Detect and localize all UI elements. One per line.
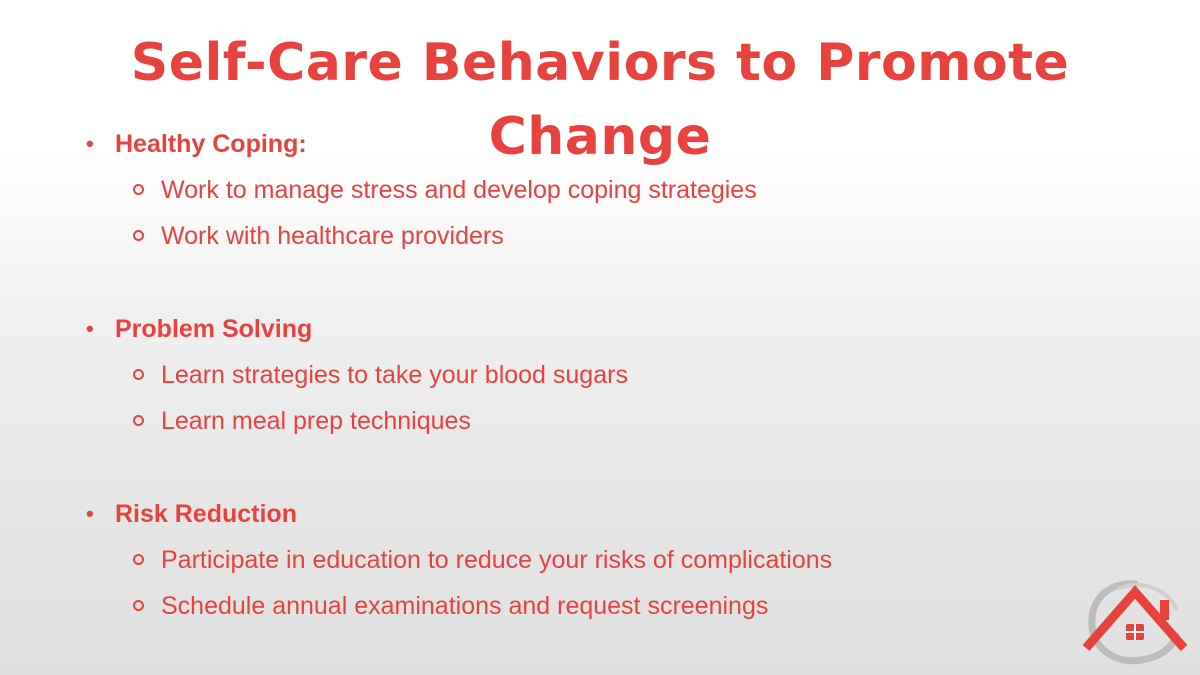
list-item bbox=[133, 544, 832, 576]
bullet-dot-icon: • bbox=[86, 316, 94, 341]
circle-bullet-icon bbox=[133, 554, 144, 565]
list-item-text: Work to manage stress and develop coping strategies bbox=[161, 176, 757, 204]
section-heading-risk-reduction bbox=[86, 498, 297, 530]
list-item-text: Learn meal prep techniques bbox=[161, 407, 471, 435]
slide-title-line-1: Self-Care Behaviors to Promote bbox=[130, 33, 1070, 93]
list-item-text: Participate in education to reduce your risks of complications bbox=[161, 546, 833, 574]
list-item-text: Work with healthcare providers bbox=[161, 222, 504, 250]
section-heading-label: Healthy Coping: bbox=[115, 130, 307, 158]
slide-title bbox=[0, 28, 1200, 172]
section-heading-problem-solving bbox=[86, 313, 312, 345]
list-item bbox=[133, 590, 768, 622]
circle-bullet-icon bbox=[133, 184, 144, 195]
house-logo-icon bbox=[1080, 578, 1190, 668]
bullet-dot-icon: • bbox=[86, 131, 94, 156]
list-item bbox=[133, 174, 757, 206]
list-item-text: Learn strategies to take your blood sugars bbox=[161, 361, 628, 389]
list-item bbox=[133, 359, 628, 391]
bullet-dot-icon: • bbox=[86, 501, 94, 526]
circle-bullet-icon bbox=[133, 369, 144, 380]
list-item bbox=[133, 220, 504, 252]
section-heading-label: Risk Reduction bbox=[115, 500, 297, 528]
circle-bullet-icon bbox=[133, 230, 144, 241]
circle-bullet-icon bbox=[133, 415, 144, 426]
section-heading-label: Problem Solving bbox=[115, 315, 313, 343]
circle-bullet-icon bbox=[133, 600, 144, 611]
list-item bbox=[133, 405, 471, 437]
list-item-text: Schedule annual examinations and request screenings bbox=[161, 592, 769, 620]
slide-title-line-2: Change bbox=[488, 107, 712, 167]
